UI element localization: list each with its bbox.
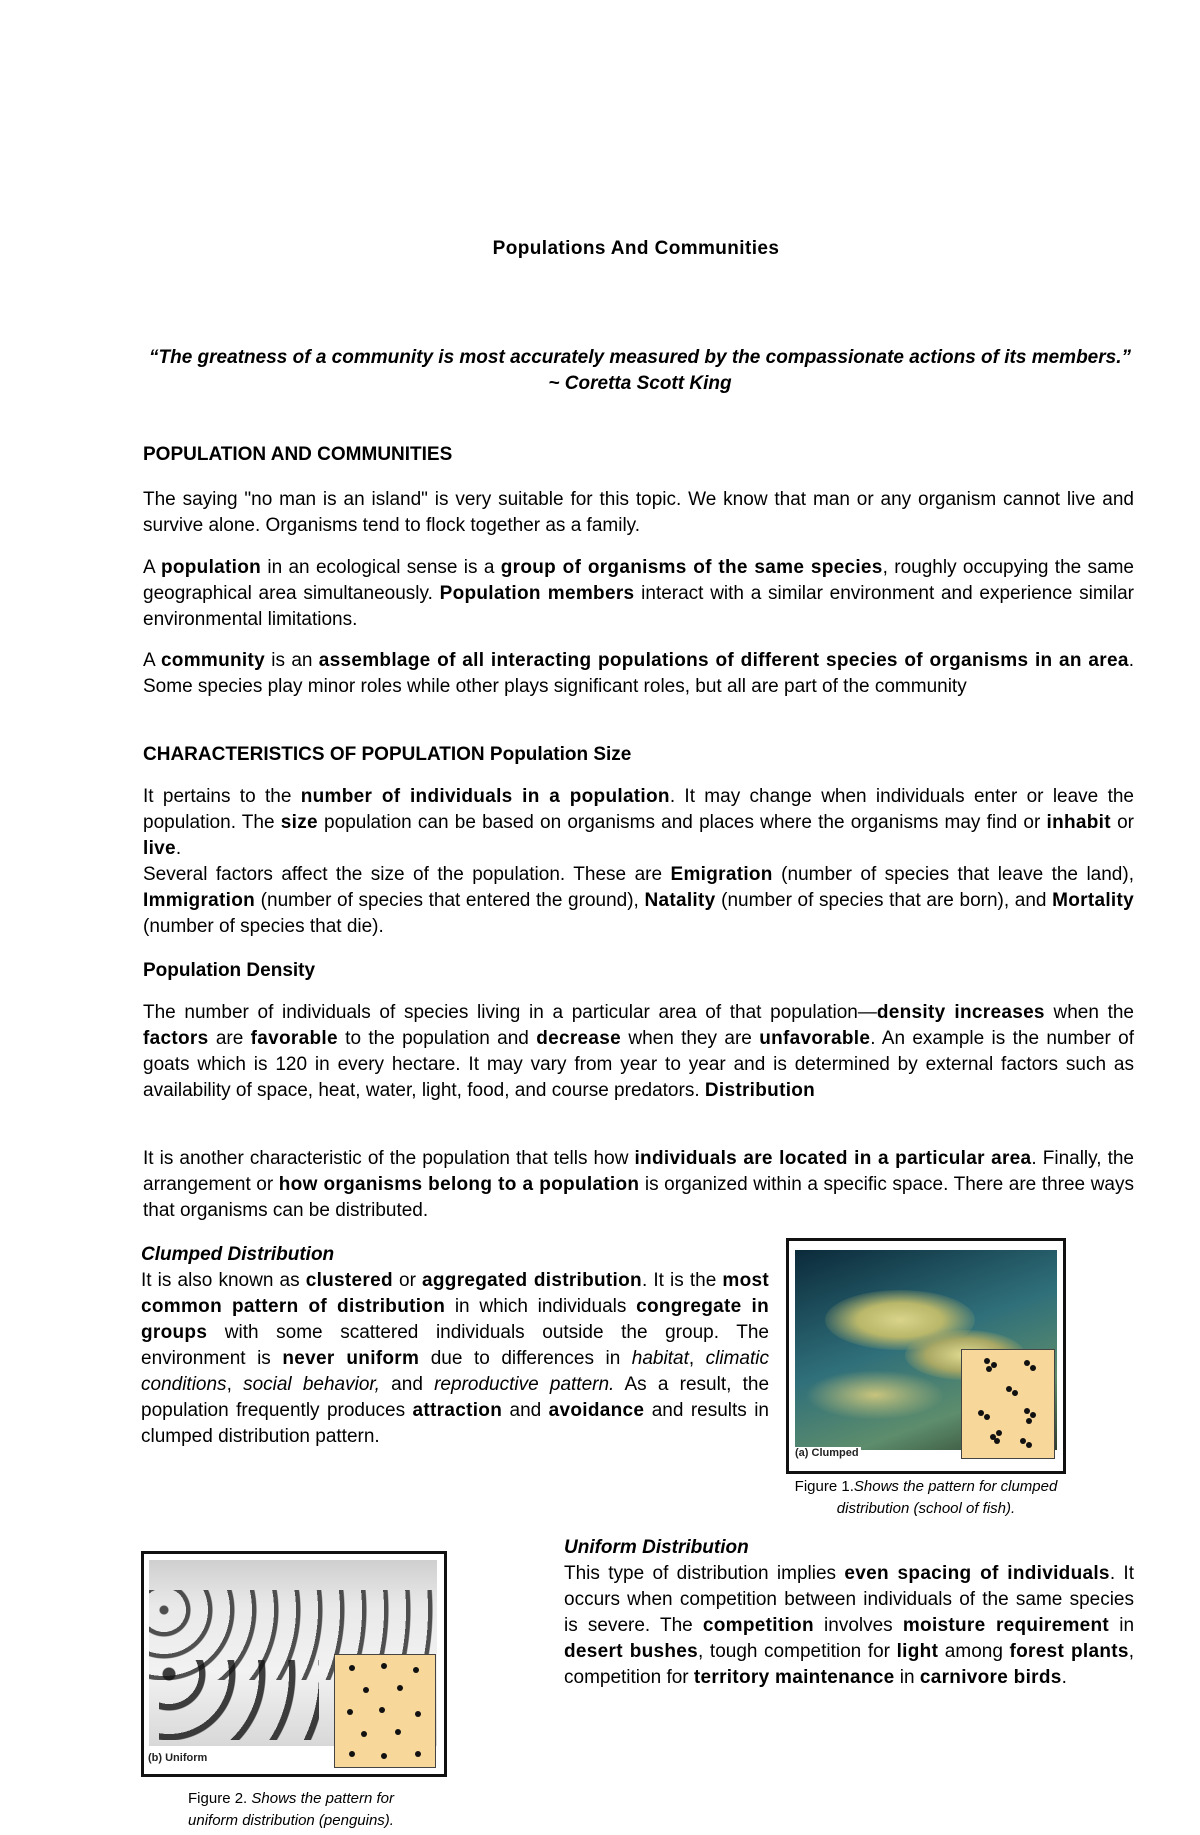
figure-2-caption: Figure 2. Shows the pattern for uniform distribution (penguins). — [188, 1790, 394, 1829]
figure-2-uniform — [141, 1551, 447, 1777]
clumped-paragraph: It is also known as clustered or aggregated distribution. It is the most common pattern of distribution in which individuals congregate in groups with some scattered individuals outside the group. The environment is never uniform due to differences in habitat, climatic conditions, social behavior, and reproductive pattern. As a result, the population frequently produces attraction and avoidance and results in clumped distribution pattern. — [141, 1270, 770, 1447]
figure-2-label: (b) Uniform — [148, 1752, 208, 1764]
uniform-distribution-section — [564, 1535, 1134, 1691]
document-title: Populations And Communities — [492, 238, 780, 259]
epigraph-quote: “The greatness of a community is most accurately measured by the compassionate actions of its members.” ~ Coretta Scott King — [149, 347, 1131, 394]
figure-1-caption: Figure 1.Shows the pattern for clumped distribution (school of fish). — [794, 1478, 1058, 1517]
population-size-paragraph: It pertains to the number of individuals in a population. It may change when individuals enter or leave the population. The size population can be based on organisms and places where the organisms may find or inhabit or live. Several factors affect the size of the population. These are Emigration (number of species that leave the land), Immigration (number of species that entered the ground), Natality (number of species that are born), and Mortality (number of species that die). — [143, 786, 1134, 937]
section-heading: POPULATION AND COMMUNITIES — [143, 444, 453, 465]
intro-paragraph: The saying "no man is an island" is very suitable for this topic. We know that man or any organism cannot live and survive alone. Organisms tend to flock together as a family. — [143, 489, 1134, 536]
community-definition: A community is an assemblage of all interacting populations of different species of organisms in an area. Some species play minor roles while other plays significant roles, but all are part of the community — [143, 650, 1134, 697]
clumped-heading: Clumped Distribution — [141, 1244, 335, 1265]
density-paragraph: The number of individuals of species living in a particular area of that population—density increases when the factors are favorable to the population and decrease when they are unfavorable. An example is the number of goats which is 120 in every hectare. It may vary from year to year and is determined by external factors such as availability of space, heat, water, light, food, and course predators. Distribution — [143, 1002, 1134, 1101]
population-definition: A population in an ecological sense is a group of organisms of the same species, roughly occupying the same geographical area simultaneously. Population members interact with a similar environment and experience similar environmental limitations. — [143, 557, 1134, 630]
uniform-pattern-box — [334, 1654, 436, 1768]
characteristics-heading: CHARACTERISTICS OF POPULATION Population Size — [143, 744, 632, 765]
clumped-pattern-box — [961, 1349, 1055, 1459]
figure-1-label: (a) Clumped — [795, 1447, 859, 1459]
density-heading: Population Density — [143, 960, 316, 981]
uniform-paragraph: This type of distribution implies even spacing of individuals. It occurs when competition between individuals of the same species is severe. The competition involves moisture requirement in desert bushes, tough competition for light among forest plants, competition for territory maintenance in carnivore birds. — [564, 1563, 1135, 1688]
distribution-paragraph: It is another characteristic of the population that tells how individuals are located in a particular area. Finally, the arrangement or how organisms belong to a population is organized within a specific space. There are three ways that organisms can be distributed. — [143, 1148, 1134, 1221]
clumped-distribution-section — [141, 1242, 769, 1450]
figure-1-clumped — [786, 1238, 1066, 1474]
uniform-heading: Uniform Distribution — [564, 1537, 749, 1558]
